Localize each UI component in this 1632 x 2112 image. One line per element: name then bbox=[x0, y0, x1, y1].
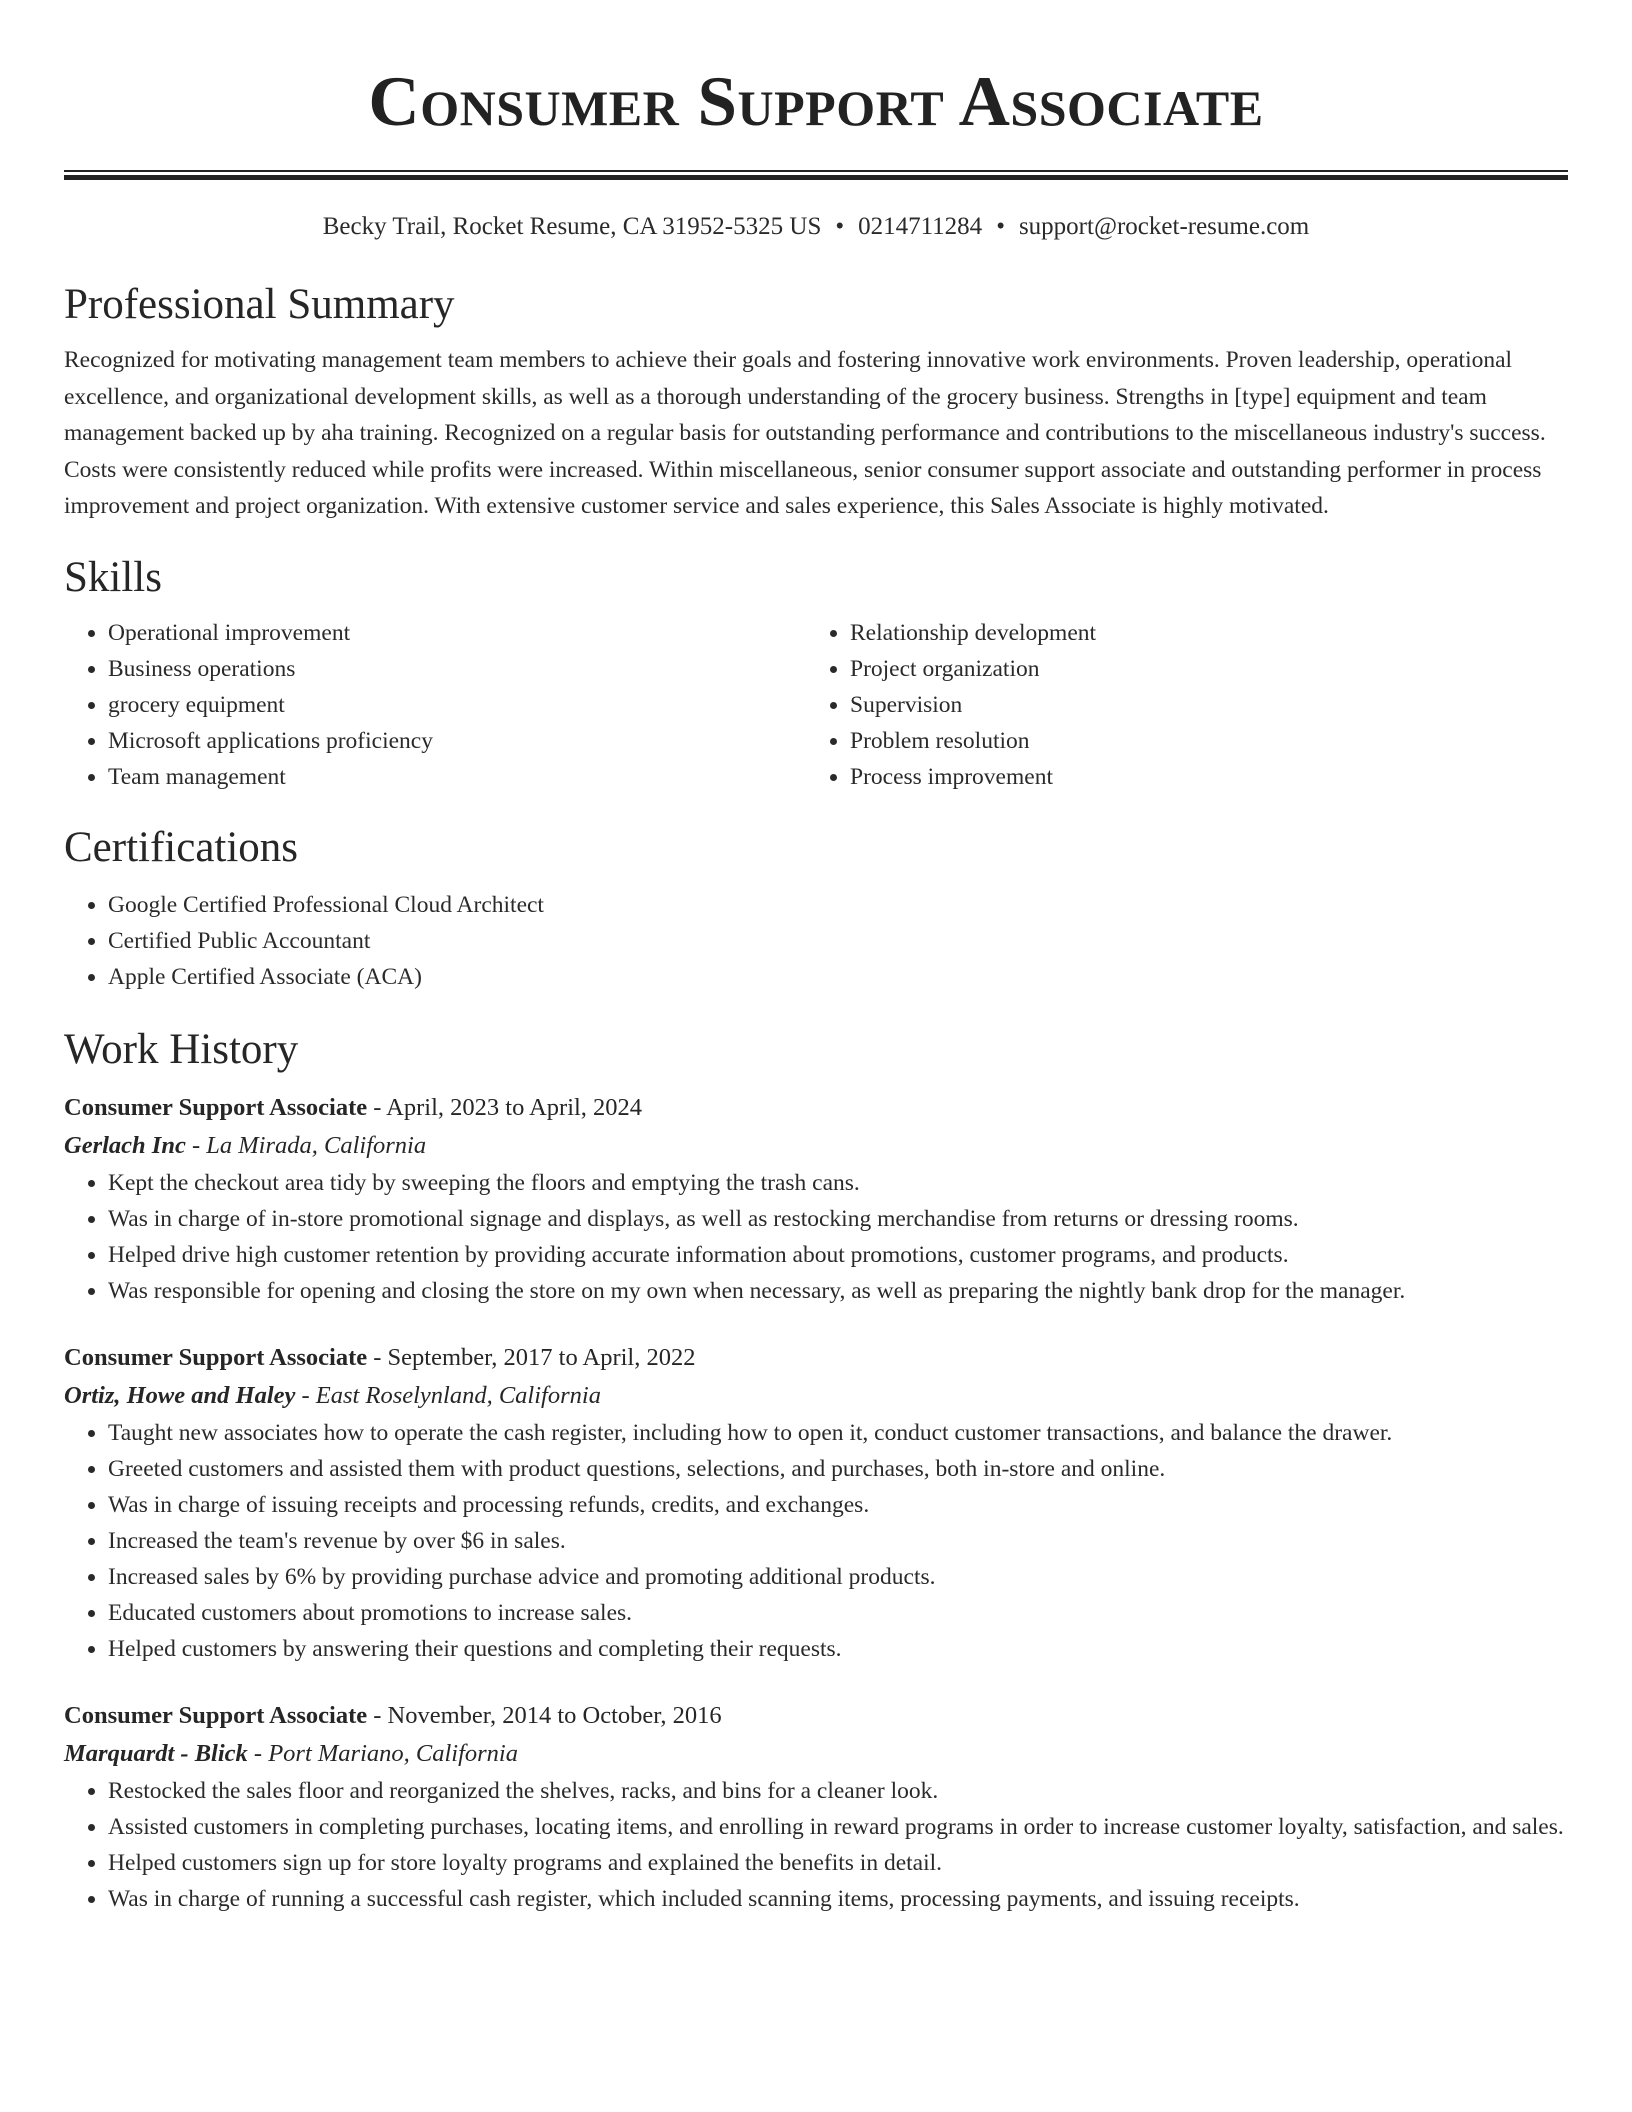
job-bullet: • Assisted customers in completing purchases, locating items, and enrolling in reward programs in order to increase customer loyalty, satisfaction, and sales. bbox=[108, 1809, 1568, 1845]
certifications-list bbox=[64, 887, 1568, 995]
job-bullet: • Helped customers sign up for store loyalty programs and explained the benefits in detail. bbox=[108, 1845, 1568, 1881]
skill-item: • Relationship development bbox=[850, 615, 1548, 651]
certifications-section bbox=[64, 821, 1568, 995]
job-bullet: • Kept the checkout area tidy by sweeping the floors and emptying the trash cans. bbox=[108, 1165, 1568, 1201]
skill-item: • Operational improvement bbox=[108, 615, 806, 651]
skill-item: • Problem resolution bbox=[850, 723, 1548, 759]
job-employer bbox=[64, 1377, 1568, 1415]
job-bullet: • Was responsible for opening and closing the store on my own when necessary, as well as preparing the nightly bank drop for the manager. bbox=[108, 1273, 1568, 1309]
job-title: Consumer Support Associate bbox=[64, 1093, 368, 1121]
contact-separator: • bbox=[835, 213, 845, 240]
job-location: - La Mirada, California bbox=[185, 1131, 427, 1159]
work-history-heading: Work History bbox=[64, 1025, 299, 1073]
skill-item: • grocery equipment bbox=[108, 687, 806, 723]
job-title: Consumer Support Associate bbox=[64, 1343, 368, 1371]
summary-heading: Professional Summary bbox=[64, 281, 455, 328]
skills-column-right bbox=[806, 615, 1548, 795]
skills-section bbox=[64, 551, 1568, 795]
certification-item: • Google Certified Professional Cloud Architect bbox=[108, 887, 1568, 923]
job-bullet: • Taught new associates how to operate the cash register, including how to open it, conduct customer transactions, and balance the drawer. bbox=[108, 1415, 1568, 1451]
resume-title: Consumer Support Associate bbox=[368, 63, 1264, 141]
job-entry bbox=[64, 1697, 1568, 1917]
job-bullets bbox=[64, 1165, 1568, 1309]
skills-list-left bbox=[64, 615, 806, 795]
work-history-section bbox=[64, 1023, 1568, 1917]
job-bullet: • Helped customers by answering their questions and completing their requests. bbox=[108, 1631, 1568, 1667]
job-entry bbox=[64, 1339, 1568, 1667]
job-bullet: • Increased sales by 6% by providing purchase advice and promoting additional products. bbox=[108, 1559, 1568, 1595]
skill-item: • Microsoft applications proficiency bbox=[108, 723, 806, 759]
job-title: Consumer Support Associate bbox=[64, 1701, 368, 1729]
job-employer bbox=[64, 1127, 1568, 1165]
job-bullet: • Was in charge of issuing receipts and processing refunds, credits, and exchanges. bbox=[108, 1487, 1568, 1523]
job-bullet: • Restocked the sales floor and reorganized the shelves, racks, and bins for a cleaner look. bbox=[108, 1773, 1568, 1809]
skills-column-left bbox=[64, 615, 806, 795]
skills-list-right bbox=[806, 615, 1548, 795]
contact-address: Becky Trail, Rocket Resume, CA 31952-5325 US bbox=[322, 213, 822, 240]
certification-item: • Certified Public Accountant bbox=[108, 923, 1568, 959]
job-dates: - April, 2023 to April, 2024 bbox=[367, 1093, 643, 1121]
job-header bbox=[64, 1089, 1568, 1127]
skill-item: • Team management bbox=[108, 759, 806, 795]
skills-heading: Skills bbox=[64, 553, 162, 601]
job-bullet: • Greeted customers and assisted them with product questions, selections, and purchases, both in-store and online. bbox=[108, 1451, 1568, 1487]
skill-item: • Supervision bbox=[850, 687, 1548, 723]
job-company: Ortiz, Howe and Haley bbox=[64, 1381, 296, 1409]
skill-item: • Project organization bbox=[850, 651, 1548, 687]
job-bullet: • Was in charge of in-store promotional signage and displays, as well as restocking merchandise from returns or dressing rooms. bbox=[108, 1201, 1568, 1237]
job-location: - Port Mariano, California bbox=[247, 1739, 518, 1767]
job-header bbox=[64, 1339, 1568, 1377]
job-company: Marquardt - Blick bbox=[64, 1739, 248, 1767]
job-company: Gerlach Inc bbox=[64, 1131, 186, 1159]
skill-item: • Process improvement bbox=[850, 759, 1548, 795]
contact-phone: 0214711284 bbox=[858, 213, 983, 240]
contact-line bbox=[64, 210, 1568, 244]
contact-separator: • bbox=[996, 213, 1005, 240]
job-employer bbox=[64, 1735, 1568, 1773]
job-bullet: • Educated customers about promotions to increase sales. bbox=[108, 1595, 1568, 1631]
job-dates: - September, 2017 to April, 2022 bbox=[367, 1343, 696, 1371]
job-bullet: • Helped drive high customer retention by providing accurate information about promotions, customer programs, and products. bbox=[108, 1237, 1568, 1273]
certification-item: • Apple Certified Associate (ACA) bbox=[108, 959, 1568, 995]
summary-section bbox=[64, 278, 1568, 525]
job-dates: - November, 2014 to October, 2016 bbox=[367, 1701, 722, 1729]
job-bullets bbox=[64, 1773, 1568, 1917]
skill-item: • Business operations bbox=[108, 651, 806, 687]
job-bullets bbox=[64, 1415, 1568, 1667]
title-divider bbox=[64, 170, 1568, 180]
job-bullet: • Was in charge of running a successful cash register, which included scanning items, processing payments, and issuing receipts. bbox=[108, 1881, 1568, 1917]
job-location: - East Roselynland, California bbox=[295, 1381, 601, 1409]
skills-columns bbox=[64, 615, 1568, 795]
job-bullet: • Increased the team's revenue by over $6 in sales. bbox=[108, 1523, 1568, 1559]
summary-text: Recognized for motivating management team members to achieve their goals and fostering innovative work environments. Proven leadership, operational excellence, and organizational development skills, as well as a thorough understanding of the grocery business. Strengths in [type] equipment and team management backed up by aha training. Recognized on a regular basis for outstanding performance and contributions to the miscellaneous industry's success. Costs were consistently reduced while profits were increased. Within miscellaneous, senior consumer support associate and outstanding performer in process improvement and project organization. With extensive customer service and sales experience, this Sales Associate is highly motivated. bbox=[64, 347, 1546, 519]
job-entry bbox=[64, 1089, 1568, 1309]
certifications-heading: Certifications bbox=[64, 823, 299, 871]
job-header bbox=[64, 1697, 1568, 1735]
contact-email: support@rocket-resume.com bbox=[1018, 213, 1310, 240]
